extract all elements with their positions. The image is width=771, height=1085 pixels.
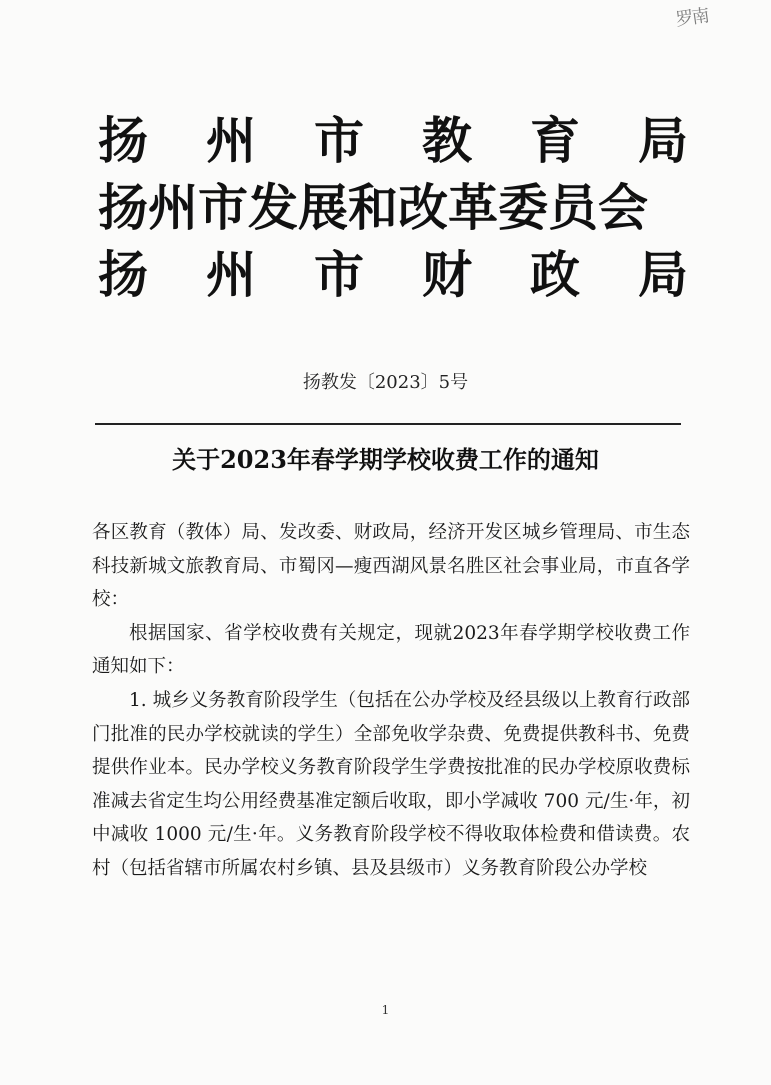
intro-paragraph: 根据国家、省学校收费有关规定，现就2023年春学期学校收费工作通知如下： [92,622,690,678]
header-divider [95,423,681,425]
page-number: 1 [381,1003,390,1017]
issuer-char: 财 [422,246,472,304]
issuer-char: 局 [638,246,688,304]
item-1-paragraph: 1. 城乡义务教育阶段学生（包括在公办学校及经县级以上教育行政部门批准的民办学校就读的学生）全部免收学杂费、免费提供教科书、免费提供作业本。民办学校义务教育阶段学生学费按批准的民办学校原收费标准减去省定生均公用经费基准定额后收取，即小学减收 700 元/生·年，初中减收 1000 元/生·年。义务教育阶段学校不得收取体检费和借读费。农村（包括省辖市所属农村乡镇、县及县级市）义务教育阶段公办学校 [92,689,690,879]
document-title: 关于2023年春学期学校收费工作的通知 [172,445,599,474]
document-body [92,516,690,886]
issuer-education-bureau [98,108,688,175]
recipients-paragraph: 各区教育（教体）局、发改委、财政局，经济开发区城乡管理局、市生态科技新城文旅教育局、市蜀冈—瘦西湖风景名胜区社会事业局，市直各学校： [92,522,690,611]
issuer-char: 教 [422,112,472,170]
issuer-finance-bureau [98,242,688,309]
issuing-authorities [98,108,688,309]
issuer-char: 局 [638,112,688,170]
issuer-development-reform-commission: 扬州市发展和改革委员会 [98,179,648,237]
issuer-char: 扬 [98,112,148,170]
issuer-char: 育 [530,112,580,170]
issuer-char: 扬 [98,246,148,304]
issuer-char: 州 [206,246,256,304]
issuer-char: 州 [206,112,256,170]
document-number: 扬教发〔2023〕5号 [302,372,469,393]
issuer-char: 市 [314,246,364,304]
handwritten-mark: 罗南 [674,5,710,31]
issuer-char: 政 [530,246,580,304]
issuer-char: 市 [314,112,364,170]
